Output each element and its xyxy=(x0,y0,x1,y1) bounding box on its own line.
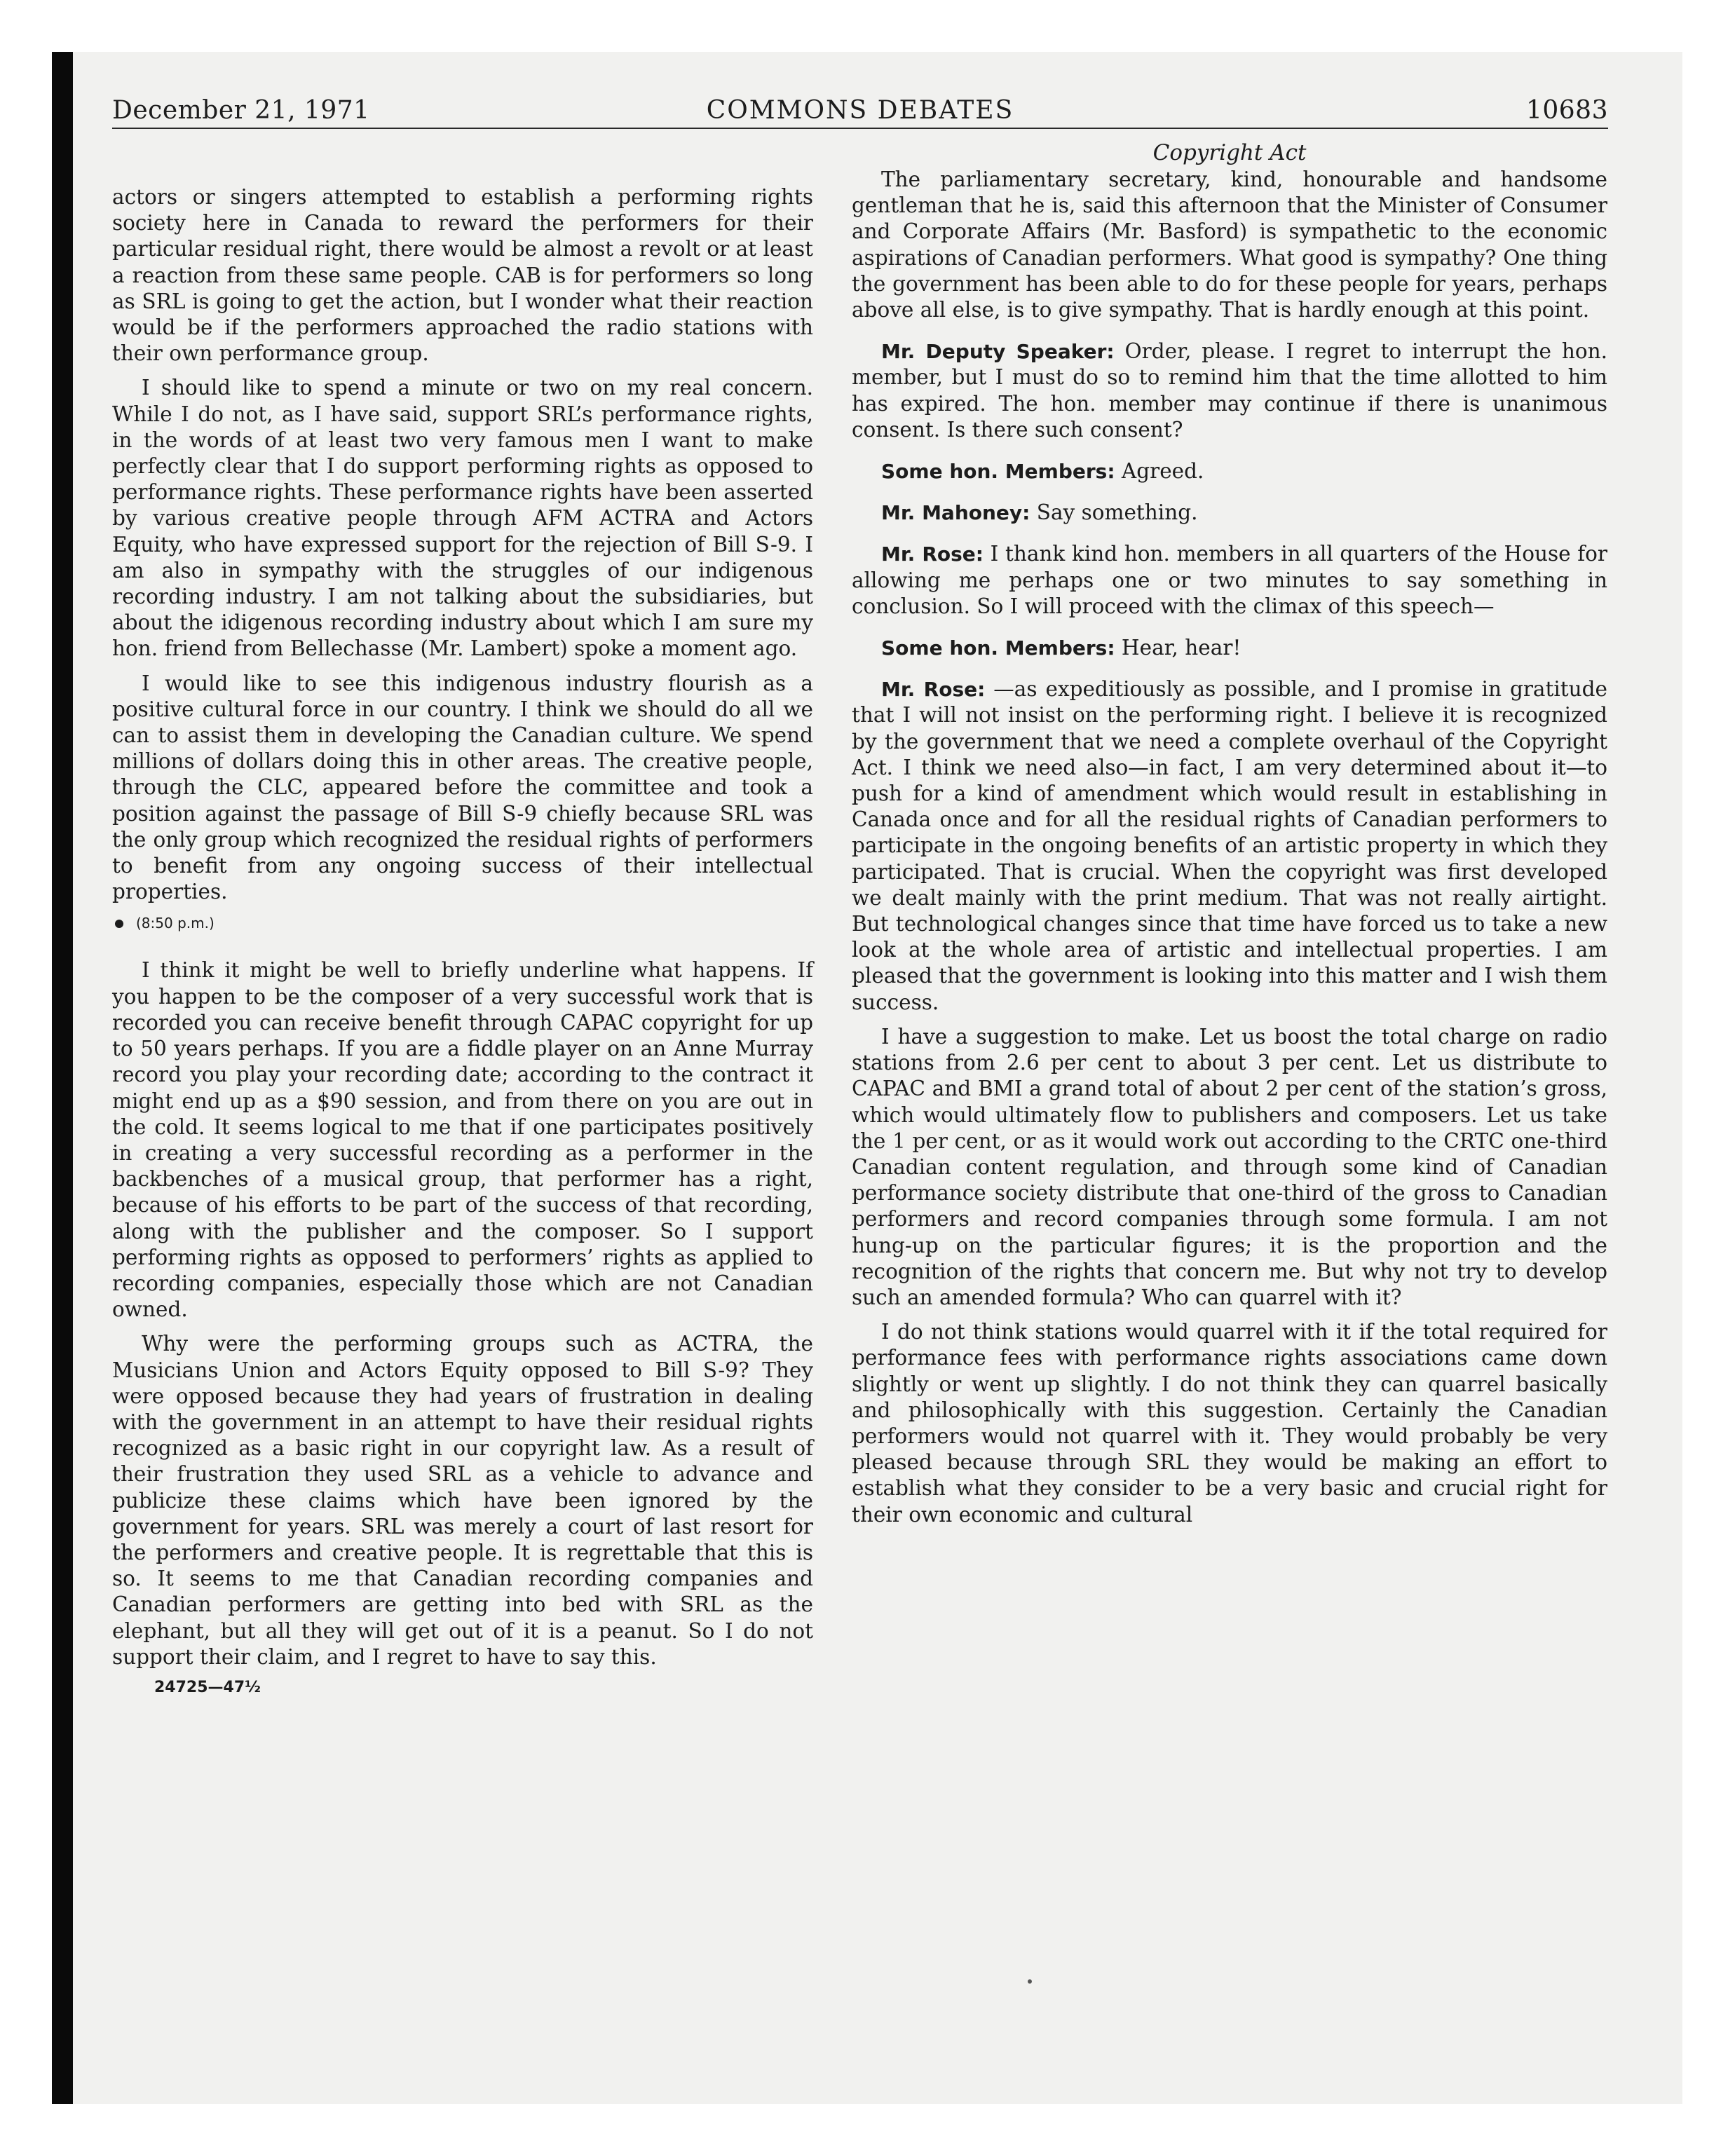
paragraph: actors or singers attempted to establish a performing rights society here in Canada to reward the performers for their particular residual right, there would be almost a revolt or at least a reaction from these same people. CAB is for performers so long as SRL is going to get the action, but I wonder what their reaction would be if the performers approached the radio stations with their own performance group. xyxy=(112,185,813,366)
speech-text: —as expeditiously as possible, and I promise in gratitude that I will not insist on the performing right. I believe it is recognized by the government that we need a complete overhaul of the Copyright Act. I think we need also—in fact, I am very determined about it—to push for a kind of amendment which would result in establishing in Canada once and for all the residual rights of Canadian performers to participate in the ongoing benefits of an artistic property in which they participated. That is crucial. When the copyright was first developed we dealt mainly with the print medium. That was not really airtight. But technological changes since that time have forced us to take a new look at the whole area of artistic and intellectual properties. I am pleased that the government is looking into this matter and I wish them success. xyxy=(852,677,1608,1014)
left-column xyxy=(112,184,813,1696)
paragraph: The parliamentary secretary, kind, honourable and handsome gentleman that he is, said this afternoon that the Minister of Consumer and Corporate Affairs (Mr. Basford) is sympathetic to the economic aspirations of Canadian performers. What good is sympathy? One thing the government has been able to do for these people for years, perhaps above all else, is to give sympathy. That is hardly enough at this point. xyxy=(852,168,1607,322)
bullet-icon xyxy=(115,920,123,928)
speaker-name: Some hon. Members: xyxy=(881,636,1115,660)
paragraph: I would like to see this indigenous industry flourish as a positive cultural force in our country. I think we should do all we can to assist them in developing the Canadian culture. We spend millions of dollars doing this in other areas. The creative people, through the CLC, appeared before the committee and took a position against the passage of Bill S-9 chiefly because SRL was the only group which recognized the residual rights of performers to benefit from any ongoing success of their intellectual properties. xyxy=(112,671,813,904)
speech-text: I thank kind hon. members in all quarters of the House for allowing me perhaps one or two minutes to say something in conclusion. So I will proceed with the climax of this speech— xyxy=(852,542,1608,618)
paragraph: Why were the performing groups such as ACTRA, the Musicians Union and Actors Equity opposed to Bill S-9? They were opposed because they had years of frustration in dealing with the government in an attempt to have their residual rights recognized as a basic right in our copyright law. As a result of their frustration they used SRL as a vehicle to advance and publicize these claims which have been ignored by the government for years. SRL was merely a court of last resort for the performers and creative people. It is regrettable that this is so. It seems to me that Canadian recording companies and Canadian performers are getting into bed with SRL as the elephant, but all they will get out of it is a peanut. So I do not support their claim, and I regret to have to say this. xyxy=(112,1332,813,1669)
header-date: December 21, 1971 xyxy=(112,96,370,125)
speaker-name: Some hon. Members: xyxy=(881,460,1115,484)
right-column xyxy=(852,139,1607,1528)
running-head xyxy=(112,91,1608,129)
time-marker-text: (8:50 p.m.) xyxy=(136,915,215,932)
header-page-number: 10683 xyxy=(1525,96,1608,125)
speaker-name: Mr. Rose: xyxy=(881,678,986,702)
speech-entry xyxy=(852,541,1607,620)
speech-text: Order, please. I regret to interrupt the hon. member, but I must do so to remind him that the time allotted to him has expired. The hon. member may continue if there is unanimous consent. Is there such consent? xyxy=(852,339,1607,442)
speech-entry xyxy=(852,676,1607,1016)
speaker-name: Mr. Rose: xyxy=(881,543,984,566)
section-title: Copyright Act xyxy=(1152,140,1307,165)
speech-entry xyxy=(852,500,1607,526)
scan-border-edge xyxy=(52,52,73,2104)
header-publication: COMMONS DEBATES xyxy=(706,96,1014,125)
scan-speck xyxy=(1028,1979,1032,1984)
speech-text: Agreed. xyxy=(1115,459,1204,484)
time-marker xyxy=(112,910,813,936)
speech-text: Hear, hear! xyxy=(1115,636,1241,660)
speaker-name: Mr. Deputy Speaker: xyxy=(881,340,1115,364)
paragraph: I should like to spend a minute or two on my real concern. While I do not, as I have said, support SRL’s performance rights, in the words of at least two very famous men I want to make perfectly clear that I do support performing rights as opposed to performance rights. These performance rights have been asserted by various creative people through AFM ACTRA and Actors Equity, who have expressed support for the rejection of Bill S-9. I am also in sympathy with the struggles of our indigenous recording industry. I am not talking about the subsidiaries, but about the idigenous recording industry about which I am sure my hon. friend from Bellechasse (Mr. Lambert) spoke a moment ago. xyxy=(112,376,813,661)
print-code: 24725—47½ xyxy=(154,1678,261,1696)
speech-entry xyxy=(852,339,1607,443)
speech-text: Say something. xyxy=(1030,500,1198,525)
paragraph: I have a suggestion to make. Let us boost the total charge on radio stations from 2.6 per cent to about 3 per cent. Let us distribute to CAPAC and BMI a grand total of about 2 per cent of the station’s gross, which would ultimately flow to publishers and composers. Let us take the 1 per cent, or as it would work out according to the CRTC one-third Canadian content regulation, and through some kind of Canadian performance society distribute that one-third of the gross to Canadian performers and record companies through some formula. I am not hung-up on the particular figures; it is the proportion and the recognition of the rights that concern me. But why not try to develop such an amended formula? Who can quarrel with it? xyxy=(852,1024,1607,1309)
speech-entry xyxy=(852,458,1607,484)
paragraph: I think it might be well to briefly underline what happens. If you happen to be the composer of a very successful work that is recorded you can receive benefit through CAPAC copyright for up to 50 years perhaps. If you are a fiddle player on an Anne Murray record you play your recording date; according to the contract it might end up as a $90 session, and from there on you are out in the cold. It seems logical to me that if one participates positively in creating a very successful recording as a performer in the backbenches of a musical group, that performer has a right, because of his efforts to be part of the success of that recording, along with the publisher and the composer. So I support performing rights as opposed to performers’ rights as applied to recording companies, especially those which are not Canadian owned. xyxy=(112,958,813,1322)
speech-entry xyxy=(852,635,1607,661)
speaker-name: Mr. Mahoney: xyxy=(881,501,1030,525)
paragraph: I do not think stations would quarrel with it if the total required for performance fees with performance rights associations came down slightly or went up slightly. I do not think they can quarrel basically and philosophically with this suggestion. Certainly the Canadian performers would not quarrel with it. They would probably be very pleased because through SRL they would be making an effort to establish what they consider to be a very basic and crucial right for their own economic and cultural xyxy=(852,1320,1607,1527)
